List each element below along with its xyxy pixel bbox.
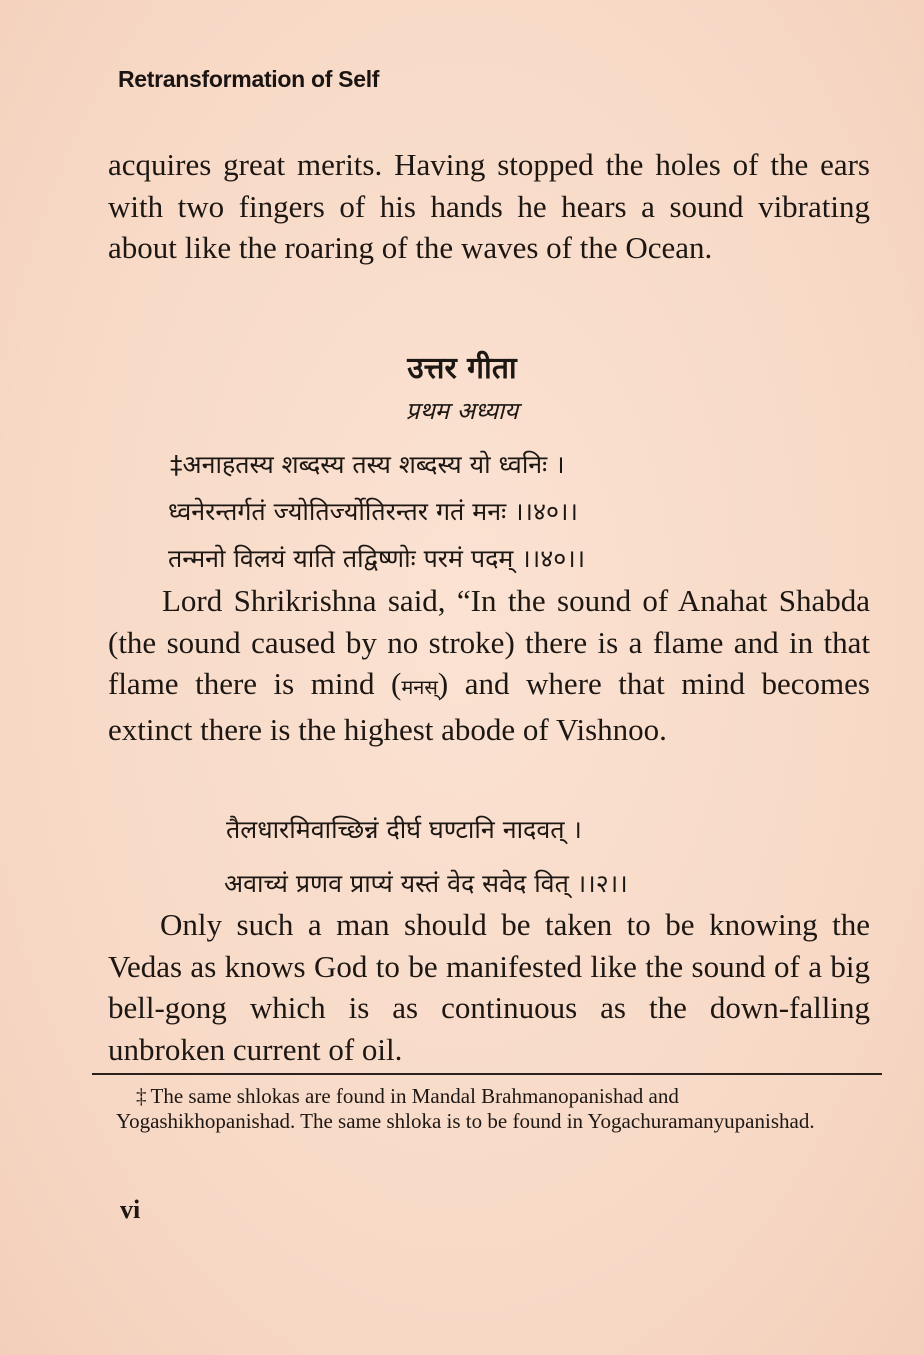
- footnote: [116, 1084, 860, 1134]
- paragraph-2-text: Lord Shrikrishna said, “In the sound of Anahat Shabda (the sound caused by no stroke) there is a flame and in that flame there is mind (: [108, 583, 870, 701]
- verse-line: ‡अनाहतस्य शब्दस्य तस्य शब्दस्य यो ध्वनिः ।: [170, 450, 565, 479]
- verse-line: तैलधारमिवाच्छिन्नं दीर्घ घण्टानि नादवत् ।: [226, 815, 582, 844]
- paragraph-2: [108, 580, 870, 750]
- page-number: vi: [120, 1195, 141, 1224]
- footnote-text: The same shlokas are found in Mandal Brahmanopanishad and Yogashikhopanishad. The same shloka is to be found in Yogachuramanyupanishad.: [116, 1084, 815, 1133]
- sanskrit-title: उत्तर गीता: [407, 351, 517, 386]
- inline-sanskrit-term: मनस्: [401, 675, 438, 699]
- paragraph-1: acquires great merits. Having stopped the holes of the ears with two fingers of his hands he hears a sound vibrating about like the roaring of the waves of the Ocean.: [108, 147, 870, 265]
- paragraph-3: Only such a man should be taken to be knowing the Vedas as knows God to be manifested like the sound of a big bell-gong which is as continuous as the down-falling unbroken current of oil.: [108, 907, 870, 1067]
- verse-line: तन्मनो विलयं याति तद्विष्णोः परमं पदम् ।।४०।।: [168, 544, 586, 573]
- footnote-divider: [92, 1073, 882, 1075]
- paragraph-2-text: ) and where that mind becomes extinct there is the highest abode of Vishnoo.: [108, 666, 870, 747]
- sanskrit-subtitle: प्रथम अध्याय: [405, 397, 519, 425]
- verse-line: ध्वनेरन्तर्गतं ज्योतिर्ज्योतिरन्तर गतं मनः ।।४०।।: [168, 497, 578, 526]
- running-head: Retransformation of Self: [118, 66, 380, 92]
- verse-line: अवाच्यं प्रणव प्राप्यं यस्तं वेद सवेद वित् ।।२।।: [224, 869, 628, 898]
- footnote-mark: ‡: [136, 1084, 147, 1108]
